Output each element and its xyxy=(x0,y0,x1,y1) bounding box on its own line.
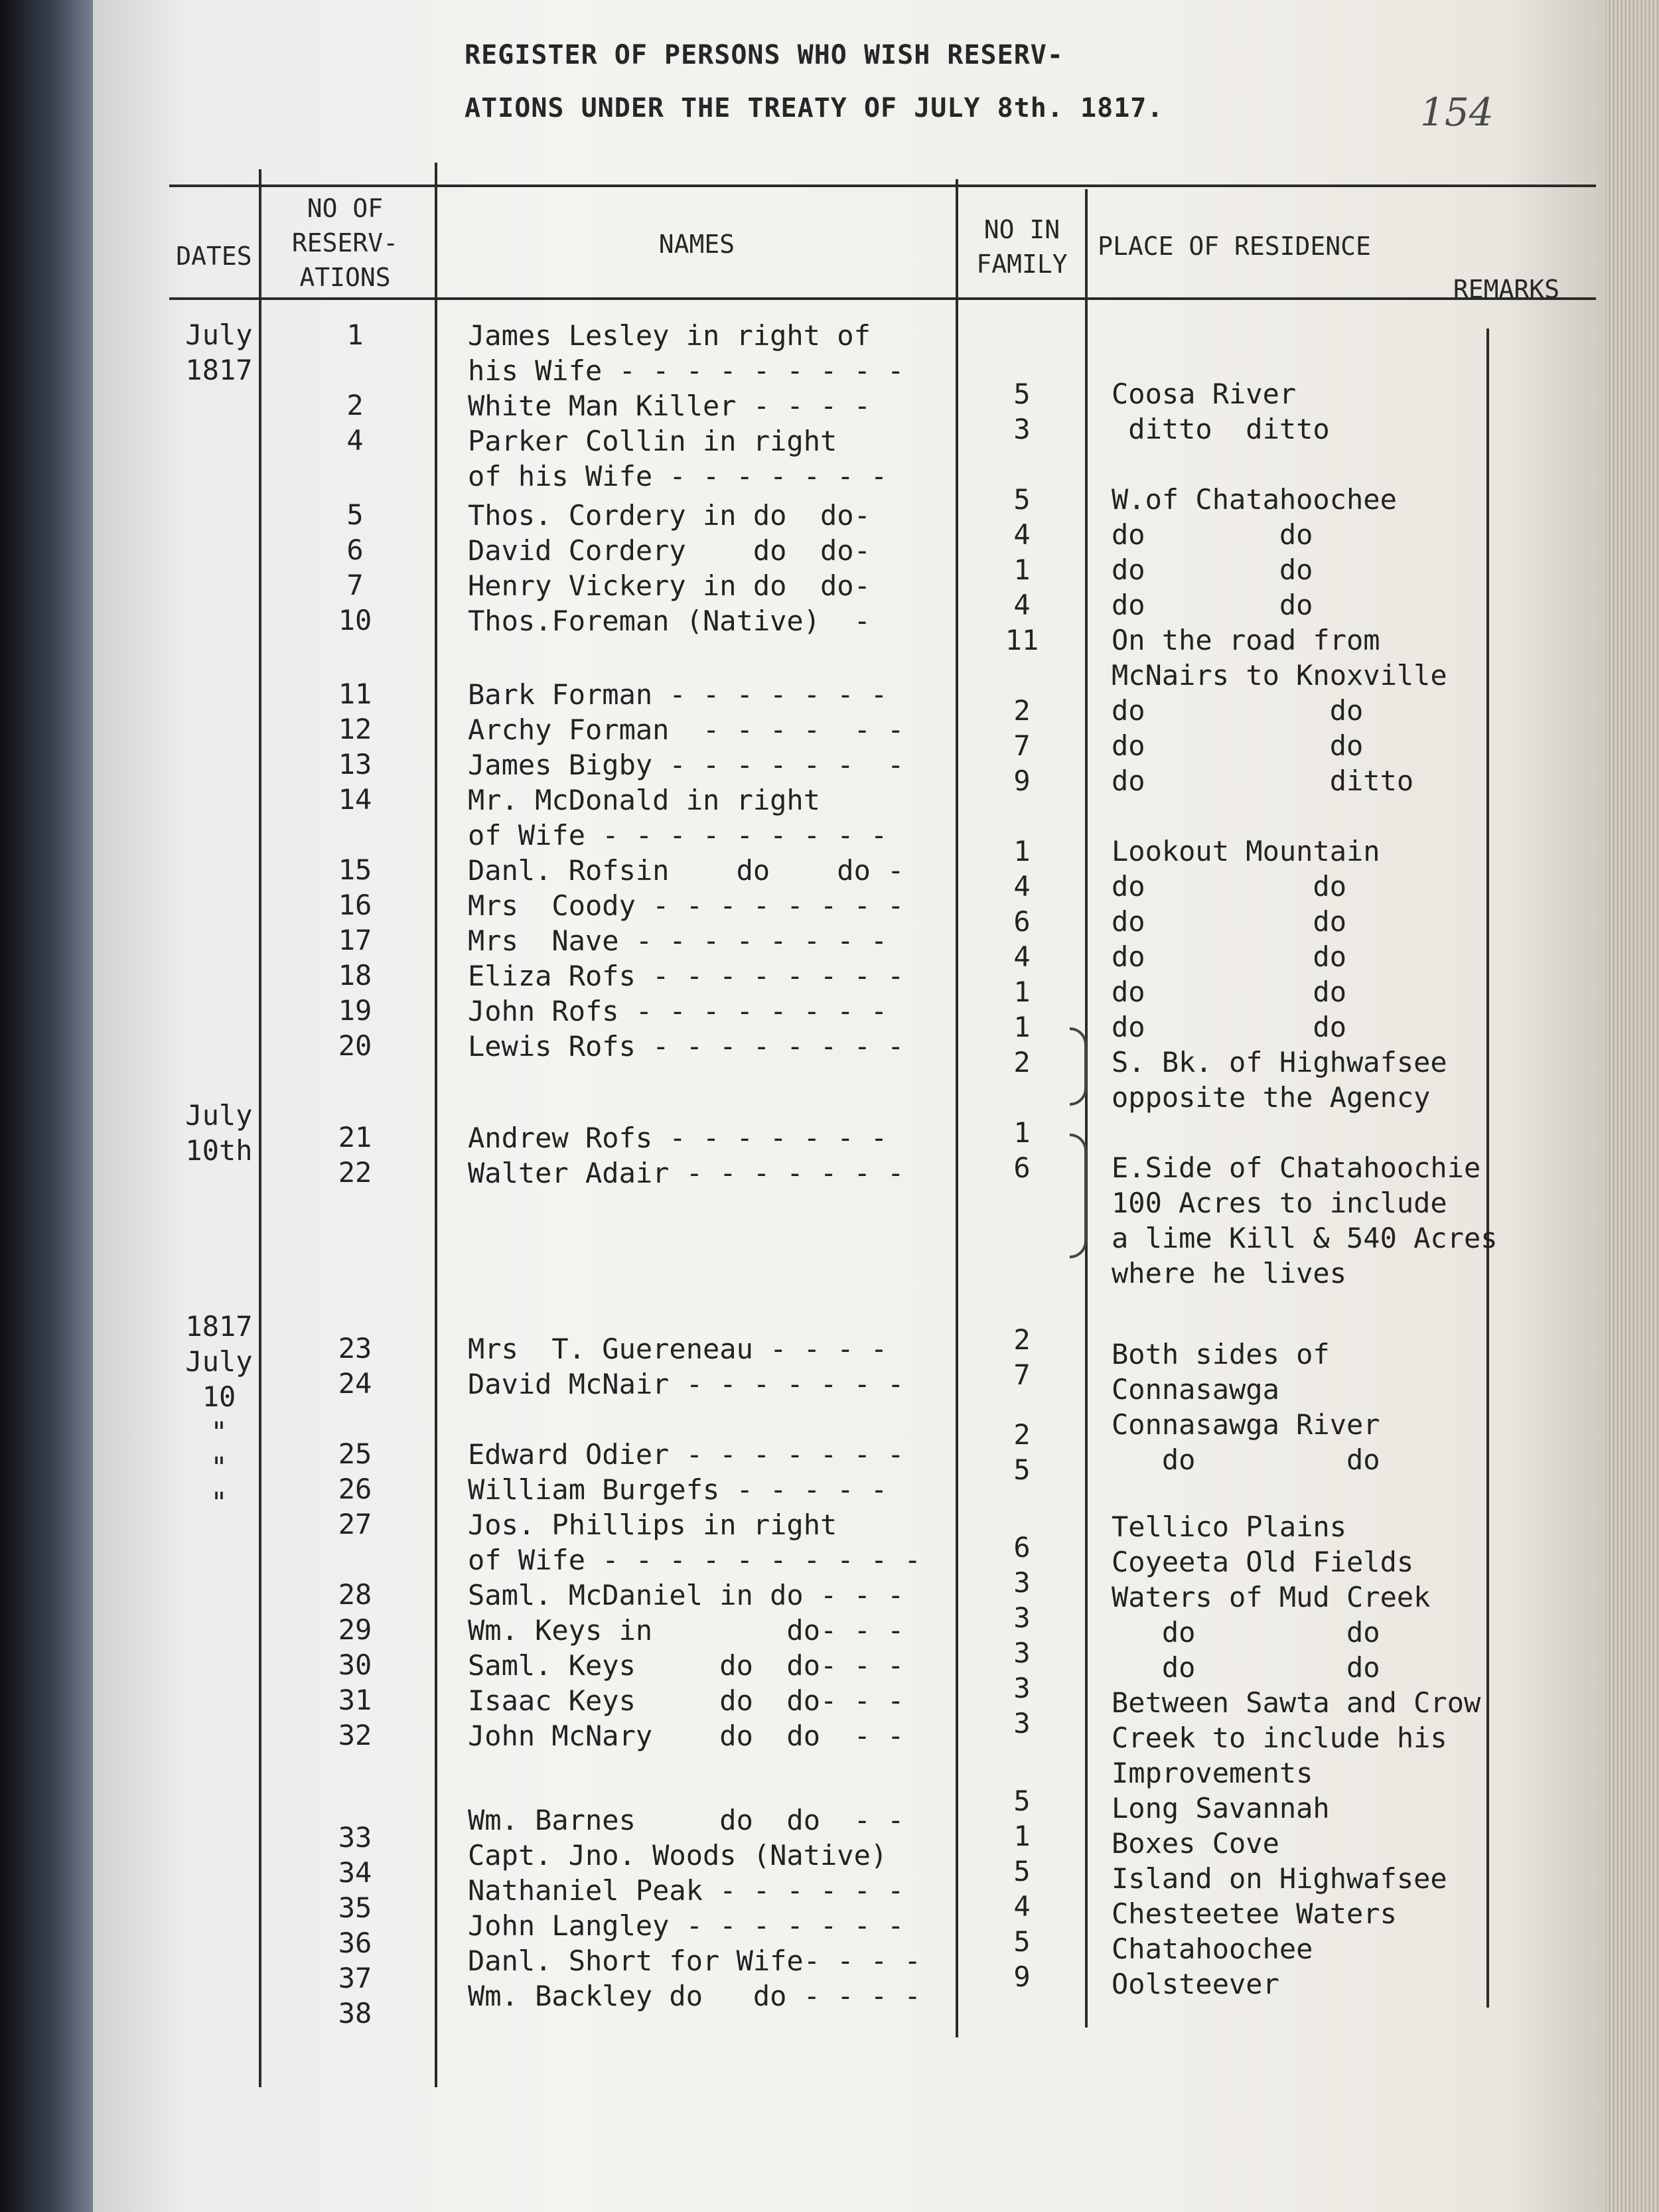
family-count: 1 xyxy=(1013,1819,1031,1852)
page-stack-edge xyxy=(1606,0,1659,2212)
column-divider-reservations xyxy=(435,163,437,2087)
residence-entry: ditto ditto xyxy=(1112,413,1330,446)
name-entry: Saml. Keys do do- - - xyxy=(468,1649,904,1682)
name-entry: Parker Collin in right xyxy=(468,425,837,458)
residence-entry: Coyeeta Old Fields xyxy=(1112,1545,1414,1578)
name-entry: Saml. McDaniel in do - - - xyxy=(468,1578,904,1611)
name-entry: Mrs Nave - - - - - - - - xyxy=(468,924,888,957)
residence-entry: On the road from xyxy=(1112,624,1380,657)
family-count: 5 xyxy=(1013,377,1031,410)
residence-entry: S. Bk. of Highwafsee xyxy=(1112,1046,1447,1079)
name-entry: Wm. Keys in do- - - xyxy=(468,1613,904,1647)
residence-entry: Waters of Mud Creek xyxy=(1112,1580,1431,1613)
column-divider-remarks xyxy=(1486,329,1489,2008)
reservation-number: 27 xyxy=(338,1507,372,1540)
header-bottom-rule xyxy=(169,297,1596,300)
reservation-number: 24 xyxy=(338,1366,372,1400)
family-count: 3 xyxy=(1013,1671,1031,1704)
residence-entry: do do xyxy=(1112,1651,1380,1684)
residence-entry: Island on Highwafsee xyxy=(1112,1862,1447,1895)
reservation-number: 29 xyxy=(338,1613,372,1646)
reservation-number: 25 xyxy=(338,1437,372,1470)
residence-entry: do do xyxy=(1112,870,1347,903)
name-entry: Nathaniel Peak - - - - - - xyxy=(468,1874,904,1907)
family-count: 5 xyxy=(1013,1453,1031,1487)
name-entry: of Wife - - - - - - - - - - xyxy=(468,1543,921,1576)
name-entry: Wm. Barnes do do - - xyxy=(468,1803,904,1836)
residence-entry: do do xyxy=(1112,1011,1347,1044)
name-entry: Mrs T. Guereneau - - - - xyxy=(468,1332,888,1365)
residence-entry: E.Side of Chatahoochie xyxy=(1112,1151,1481,1185)
name-entry: James Lesley in right of xyxy=(468,319,871,352)
residence-entry: do ditto xyxy=(1112,765,1414,798)
date-cell: July xyxy=(185,1099,253,1132)
name-entry: John McNary do do - - xyxy=(468,1719,904,1752)
reservation-number: 23 xyxy=(338,1331,372,1364)
date-cell: July xyxy=(185,1345,253,1378)
family-count: 1 xyxy=(1013,975,1031,1008)
name-entry: Isaac Keys do do- - - xyxy=(468,1684,904,1717)
reservation-number: 26 xyxy=(338,1472,372,1505)
date-cell: 1817 xyxy=(185,1310,253,1343)
residence-entry: do do xyxy=(1112,518,1313,552)
table-top-rule xyxy=(169,184,1596,187)
reservation-number: 35 xyxy=(338,1891,372,1924)
name-entry: Capt. Jno. Woods (Native) xyxy=(468,1838,888,1872)
name-entry: of his Wife - - - - - - - xyxy=(468,460,888,493)
page-number: 154 xyxy=(1420,90,1494,135)
family-count: 3 xyxy=(1013,1706,1031,1739)
date-cell: " xyxy=(210,1486,228,1519)
reservation-number: 6 xyxy=(346,533,364,566)
name-entry: James Bigby - - - - - - - xyxy=(468,748,904,781)
name-entry: William Burgefs - - - - - xyxy=(468,1473,888,1506)
family-count: 4 xyxy=(1013,588,1031,621)
residence-entry: Boxes Cove xyxy=(1112,1826,1279,1860)
reservation-number: 15 xyxy=(338,853,372,886)
family-count: 5 xyxy=(1013,1854,1031,1887)
date-cell: " xyxy=(210,1416,228,1449)
residence-entry: a lime Kill & 540 Acres xyxy=(1112,1222,1498,1255)
reservation-number: 7 xyxy=(346,568,364,601)
name-entry: Danl. Short for Wife- - - - xyxy=(468,1944,921,1977)
family-count: 1 xyxy=(1013,834,1031,867)
family-count: 6 xyxy=(1013,1151,1031,1184)
residence-entry: Connasawga xyxy=(1112,1373,1279,1406)
header-remarks: REMARKS xyxy=(1453,275,1560,304)
reservation-number: 18 xyxy=(338,959,372,992)
reservation-number: 20 xyxy=(338,1029,372,1062)
family-count: 6 xyxy=(1013,905,1031,938)
family-count: 1 xyxy=(1013,553,1031,586)
residence-entry: do do xyxy=(1112,905,1347,938)
name-entry: of Wife - - - - - - - - - xyxy=(468,818,888,851)
residence-entry: Creek to include his xyxy=(1112,1721,1447,1754)
name-entry: Thos. Cordery in do do- xyxy=(468,498,871,532)
name-entry: Eliza Rofs - - - - - - - - xyxy=(468,959,904,992)
family-count: 3 xyxy=(1013,1566,1031,1599)
residence-entry: do do xyxy=(1112,1443,1380,1477)
family-count: 5 xyxy=(1013,1784,1031,1817)
family-count: 2 xyxy=(1013,694,1031,727)
date-cell: 10 xyxy=(202,1380,236,1414)
date-cell: " xyxy=(210,1451,228,1484)
family-count: 2 xyxy=(1013,1323,1031,1357)
name-entry: his Wife - - - - - - - - - xyxy=(468,354,904,388)
reservation-number: 10 xyxy=(338,603,372,636)
reservation-number: 14 xyxy=(338,783,372,816)
family-count: 2 xyxy=(1013,1418,1031,1451)
residence-entry: opposite the Agency xyxy=(1112,1081,1431,1114)
reservation-number: 22 xyxy=(338,1155,372,1189)
residence-entry: McNairs to Knoxville xyxy=(1112,659,1447,692)
residence-entry: 100 Acres to include xyxy=(1112,1187,1447,1220)
name-entry: Walter Adair - - - - - - - xyxy=(468,1156,904,1189)
column-divider-family xyxy=(1085,189,1088,2028)
document-title-line-2: ATIONS UNDER THE TREATY OF JULY 8th. 1817. xyxy=(465,93,1164,123)
residence-entry: Between Sawta and Crow xyxy=(1112,1686,1481,1719)
family-count: 9 xyxy=(1013,764,1031,797)
family-count: 3 xyxy=(1013,1601,1031,1634)
name-entry: John Langley - - - - - - - xyxy=(468,1909,904,1942)
family-count: 9 xyxy=(1013,1960,1031,1993)
reservation-number: 1 xyxy=(346,319,364,352)
reservation-number: 37 xyxy=(338,1961,372,1994)
name-entry: Mrs Coody - - - - - - - - xyxy=(468,889,904,922)
family-count: 1 xyxy=(1013,1116,1031,1149)
name-entry: Wm. Backley do do - - - - xyxy=(468,1979,921,2012)
name-entry: Jos. Phillips in right xyxy=(468,1508,837,1541)
name-entry: Danl. Rofsin do do - xyxy=(468,853,904,887)
family-count: 11 xyxy=(1005,623,1039,656)
reservation-number: 34 xyxy=(338,1856,372,1889)
name-entry: David Cordery do do- xyxy=(468,534,871,567)
header-reservations: NO OF RESERV-ATIONS xyxy=(291,194,399,292)
reservation-number: 38 xyxy=(338,1996,372,2029)
document-title-line-1: REGISTER OF PERSONS WHO WISH RESERV- xyxy=(465,40,1064,70)
residence-entry: W.of Chatahoochee xyxy=(1112,483,1397,516)
reservation-number: 32 xyxy=(338,1718,372,1751)
header-dates: DATES xyxy=(176,242,252,271)
family-count: 4 xyxy=(1013,1889,1031,1923)
name-entry: David McNair - - - - - - - xyxy=(468,1367,904,1400)
family-count: 4 xyxy=(1013,518,1031,551)
reservation-number: 30 xyxy=(338,1648,372,1681)
residence-entry: do do xyxy=(1112,694,1364,727)
family-count: 7 xyxy=(1013,729,1031,762)
family-count: 4 xyxy=(1013,869,1031,903)
residence-entry: Coosa River xyxy=(1112,378,1297,411)
residence-entry: do do xyxy=(1112,940,1347,974)
residence-entry: where he lives xyxy=(1112,1257,1347,1290)
residence-entry: Connasawga River xyxy=(1112,1408,1380,1441)
reservation-number: 28 xyxy=(338,1578,372,1611)
reservation-number: 11 xyxy=(338,678,372,710)
family-count: 1 xyxy=(1013,1010,1031,1043)
date-cell: July xyxy=(185,318,253,351)
name-entry: Henry Vickery in do do- xyxy=(468,569,871,602)
family-count: 4 xyxy=(1013,940,1031,973)
name-entry: John Rofs - - - - - - - - xyxy=(468,994,888,1027)
name-entry: Bark Forman - - - - - - - xyxy=(468,678,888,711)
residence-entry: do do xyxy=(1112,976,1347,1009)
family-count: 7 xyxy=(1013,1359,1031,1392)
family-count: 6 xyxy=(1013,1530,1031,1564)
header-names: NAMES xyxy=(658,230,735,259)
residence-entry: Chatahoochee xyxy=(1112,1932,1313,1965)
header-family: NO IN FAMILY xyxy=(976,215,1068,279)
residence-entry: Chesteetee Waters xyxy=(1112,1897,1397,1930)
name-entry: Andrew Rofs - - - - - - - xyxy=(468,1121,888,1154)
residence-entry: Oolsteever xyxy=(1112,1967,1279,2000)
reservation-number: 4 xyxy=(346,424,364,457)
residence-entry: do do xyxy=(1112,1615,1380,1649)
family-count: 3 xyxy=(1013,412,1031,445)
column-divider-names xyxy=(956,179,958,2037)
reservation-number: 12 xyxy=(338,713,372,745)
reservation-number: 19 xyxy=(338,994,372,1027)
reservation-number: 33 xyxy=(338,1820,372,1854)
name-entry: Lewis Rofs - - - - - - - - xyxy=(468,1029,904,1063)
date-cell: 1817 xyxy=(185,353,253,386)
header-residence: PLACE OF RESIDENCE xyxy=(1098,232,1371,261)
residence-entry: Both sides of xyxy=(1112,1338,1330,1371)
residence-entry: do do xyxy=(1112,729,1364,763)
date-cell: 10th xyxy=(185,1134,253,1167)
name-entry: Thos.Foreman (Native) - xyxy=(468,604,871,637)
reservation-number: 16 xyxy=(338,889,372,921)
family-count: 2 xyxy=(1013,1045,1031,1078)
residence-entry: do do xyxy=(1112,553,1313,587)
name-entry: Mr. McDonald in right xyxy=(468,783,821,816)
residence-entry: Long Savannah xyxy=(1112,1791,1330,1824)
reservation-number: 13 xyxy=(338,748,372,780)
name-entry: Edward Odier - - - - - - - xyxy=(468,1438,904,1471)
family-count: 5 xyxy=(1013,482,1031,516)
reservation-number: 17 xyxy=(338,924,372,956)
name-entry: White Man Killer - - - - xyxy=(468,390,871,423)
reservation-number: 31 xyxy=(338,1683,372,1716)
residence-entry: Tellico Plains xyxy=(1112,1510,1347,1543)
family-count: 5 xyxy=(1013,1925,1031,1958)
reservation-number: 36 xyxy=(338,1926,372,1959)
family-count: 3 xyxy=(1013,1636,1031,1669)
residence-entry: Improvements xyxy=(1112,1756,1313,1789)
reservation-number: 21 xyxy=(338,1120,372,1153)
residence-entry: do do xyxy=(1112,589,1313,622)
brace-entry-22 xyxy=(1070,1134,1087,1258)
reservation-number: 2 xyxy=(346,389,364,422)
reservation-number: 5 xyxy=(346,498,364,531)
residence-entry: Lookout Mountain xyxy=(1112,835,1380,868)
name-entry: Archy Forman - - - - - - xyxy=(468,713,904,746)
brace-entry-20 xyxy=(1070,1027,1087,1106)
